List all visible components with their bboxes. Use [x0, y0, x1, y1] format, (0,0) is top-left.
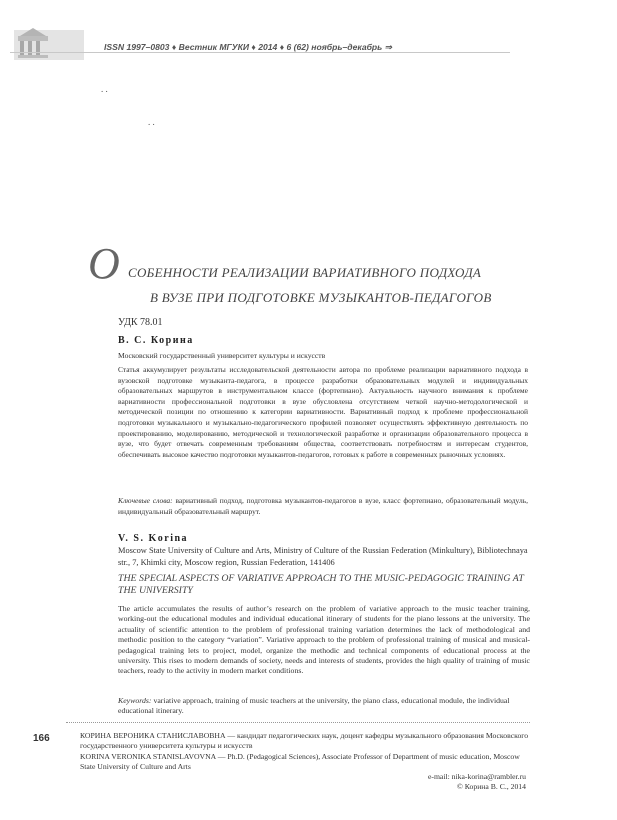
affiliation-en: Moscow State University of Culture and Arts, Ministry of Culture of the Russian Federation (Minkultury), Bibliotechnaya str., 7, Khimki city, Moscow region, Russian Federation, 141406 — [118, 546, 528, 567]
author-email: e-mail: nika-korina@rambler.ru — [427, 772, 526, 781]
author-info-ru — [80, 731, 530, 752]
affiliation-ru: Московский государственный университет культуры и искусств — [118, 351, 326, 360]
header-dots-1: . . — [101, 84, 108, 94]
journal-header: ISSN 1997–0803 ♦ Вестник МГУКИ ♦ 2014 ♦ 6 (62) ноябрь–декабрь ⇒ — [104, 42, 392, 52]
author-ru: В. С. Корина — [118, 335, 194, 346]
keywords-ru-label: Ключевые слова: — [118, 496, 173, 505]
keywords-ru — [118, 496, 528, 517]
author-desc-en: — Ph.D. (Pedagogical Sciences), Associate Professor of Department of music education, Moscow State University of Culture and Arts — [80, 751, 520, 771]
keywords-en-text: variative approach, training of music teachers at the university, the piano class, educational module, the individual educational itinerary. — [118, 696, 510, 716]
footer-rule — [66, 722, 530, 723]
author-info — [80, 731, 530, 772]
author-en: V. S. Korina — [118, 533, 189, 544]
author-name-ru: КОРИНА ВЕРОНИКА СТАНИСЛАВОВНА — [80, 731, 226, 740]
keywords-ru-text: вариативный подход, подготовка музыкантов-педагогов в вузе, класс фортепиано, образовательный модуль, индивидуальный образовательный маршрут. — [118, 496, 528, 516]
page-number: 166 — [33, 733, 50, 744]
author-desc-ru: — кандидат педагогических наук, доцент кафедры музыкального образования Московского государственного университета культуры и искусств — [80, 731, 529, 751]
journal-logo-icon — [14, 24, 84, 62]
keywords-en-label: Keywords: — [118, 696, 152, 705]
keywords-en — [118, 696, 530, 717]
copyright: © Корина В. С., 2014 — [457, 782, 526, 791]
udk-code: УДК 78.01 — [118, 317, 163, 328]
title-en: THE SPECIAL ASPECTS OF VARIATIVE APPROACH TO THE MUSIC-PEDAGOGIC TRAINING AT THE UNIVERSITY — [118, 573, 524, 597]
title-line-1: СОБЕННОСТИ РЕАЛИЗАЦИИ ВАРИАТИВНОГО ПОДХОДА — [128, 265, 482, 280]
header-dots-2: . . — [148, 117, 155, 127]
author-name-en: KORINA VERONIKA STANISLAVOVNA — [80, 751, 216, 761]
author-info-en — [80, 752, 530, 773]
title-line-2: В ВУЗЕ ПРИ ПОДГОТОВКЕ МУЗЫКАНТОВ-ПЕДАГОГОВ — [150, 290, 492, 305]
abstract-ru: Статья аккумулирует результаты исследовательской деятельности автора по проблеме реализации вариативного подхода в вузовской подготовке музыканта-педагога, в процессе разработки образовательных модулей и индивидуальных образовательных маршрутов в инструментальном классе (фортепиано). Актуальность научного внимания к проблеме вариативности профессиональной подготовки в вузе обусловлена отсутствием четкой научно-методологической и методической позиции по отношению к категории вариативности. Вариативный подход к проблеме профессиональной подготовки музыкального и музыкально-педагогического профилей позволяет осуществлять эффективную деятельность по проектированию, моделированию, методической и технологической разработке и организации образовательного процесса в вузе, что будет отвечать современным требованиям общества, соответствовать потребностям и интересам студентов, обеспечивать высокое качество подготовки музыкантов-педагогов, готовых к работе в современных рыночных условиях. — [118, 365, 528, 459]
abstract-en: The article accumulates the results of author’s research on the problem of variative approach to the music teacher training, working-out the educational modules and individual educational itinerary of students for the piano lessons at the university. The actuality of scientific attention to the problem of professional training variation determines the lack of methodological and methodic position to the category “variation”. Variative approach to the problem of professional training of musical and musical-pedagogical training lets to project, model, organize the methodic and technical components of educational process at the university. This rises to modern demands of society, needs and interests of students, provides the high quality of training of music teachers, ready to the activity in modern market conditions. — [118, 604, 530, 676]
title-initial: О — [88, 239, 120, 288]
